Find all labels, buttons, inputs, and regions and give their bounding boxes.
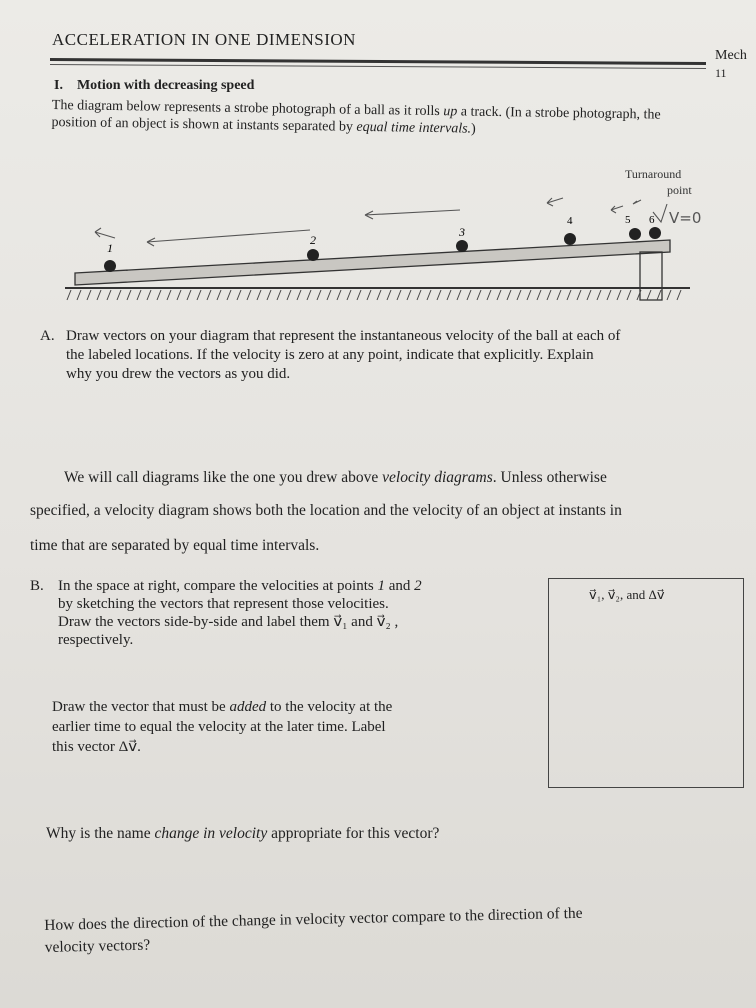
ball-label-4: 4 [567,215,573,227]
question-b-text: and [384,578,415,594]
section-title: Motion with decreasing speed [76,78,255,93]
question-a-label: A. [40,328,55,344]
question-b-text: In the space at right, compare the velocities at points [58,578,378,594]
ball-label-2: 2 [310,233,316,247]
ball-5 [629,228,641,240]
strobe-diagram [55,160,705,320]
definition-text: specified, a velocity diagram shows both the location and the velocity of an object at instants in [30,502,622,519]
turnaround-label: Turnaround [625,167,682,181]
ball-3 [456,240,468,252]
direction-question [44,900,725,959]
title-rule-thin [50,64,706,69]
instruction-text: to the velocity at the [266,699,393,715]
instruction-text: earlier time to equal the velocity at the later time. Label [52,719,386,735]
ball-4 [564,233,576,245]
handwritten-vectors [95,198,667,246]
ball-label-5: 5 [625,214,631,226]
why-text: Why is the name [46,825,155,842]
question-b-label: B. [30,578,44,594]
ground-hatching [67,290,681,300]
question-a [40,327,730,384]
question-b-text: respectively. [58,632,134,648]
instruction-text: Draw the vector that must be [52,699,230,715]
section-heading [54,78,254,94]
page-title: ACCELERATION IN ONE DIMENSION [52,30,356,49]
question-a-text: Draw vectors on your diagram that represent the instantaneous velocity of the ball at each of [66,328,621,344]
intro-text: The diagram below represents a strobe photograph of a ball as it rolls [51,97,444,120]
ball-1 [104,260,116,272]
why-question [46,824,606,843]
ball-label-6: 6 [649,214,655,226]
ball-6 [649,227,661,239]
ball-label-3: 3 [459,225,465,239]
intro-emphasis: equal time intervals. [356,119,472,137]
turnaround-label-2: point [667,183,692,197]
delta-v-instruction [52,697,492,757]
question-b-text: Draw the vectors side-by-side and label them v⃗₁ and v⃗₂ , [58,614,399,630]
question-b [30,577,530,649]
point-ref: 1 [377,578,385,594]
intro-text: ) [470,121,476,137]
question-a-text: why you drew the vectors as you did. [66,366,291,382]
section-intro [51,97,691,141]
instruction-text: this vector Δv⃗. [52,739,141,755]
definition-term: velocity diagrams [382,469,493,486]
velocity-diagram-definition [64,468,756,487]
velocity-zero-note: V=0 [669,209,702,227]
intro-emphasis: up [443,104,458,120]
definition-text: time that are separated by equal time intervals. [30,537,320,554]
track [75,240,670,285]
why-text: appropriate for this vector? [267,825,440,842]
intro-text: a track. (In a strobe photograph, the position of an object is shown at instants separated by [51,104,661,135]
question-a-text: the labeled locations. If the velocity is zero at any point, indicate that explicitly. Explain [66,347,594,363]
section-number: I. [54,78,63,93]
instruction-emphasis: added [229,699,267,715]
track-support [640,252,662,300]
answer-box[interactable] [548,578,744,788]
answer-box-label: v⃗₁, v⃗₂, and Δv⃗ [589,587,665,602]
definition-text: . Unless otherwise [492,469,607,486]
ball-2 [307,249,319,261]
definition-text: We will call diagrams like the one you drew above [64,469,383,486]
course-label: Mech [715,48,747,63]
page-number: 11 [715,66,727,80]
point-ref: 2 [414,578,422,594]
direction-text: How does the direction of the change in velocity vector compare to the direction of the [44,904,583,934]
direction-text: velocity vectors? [44,936,151,956]
why-emphasis: change in velocity [154,825,268,842]
ball-label-1: 1 [107,241,113,255]
question-b-text: by sketching the vectors that represent those velocities. [58,596,389,612]
